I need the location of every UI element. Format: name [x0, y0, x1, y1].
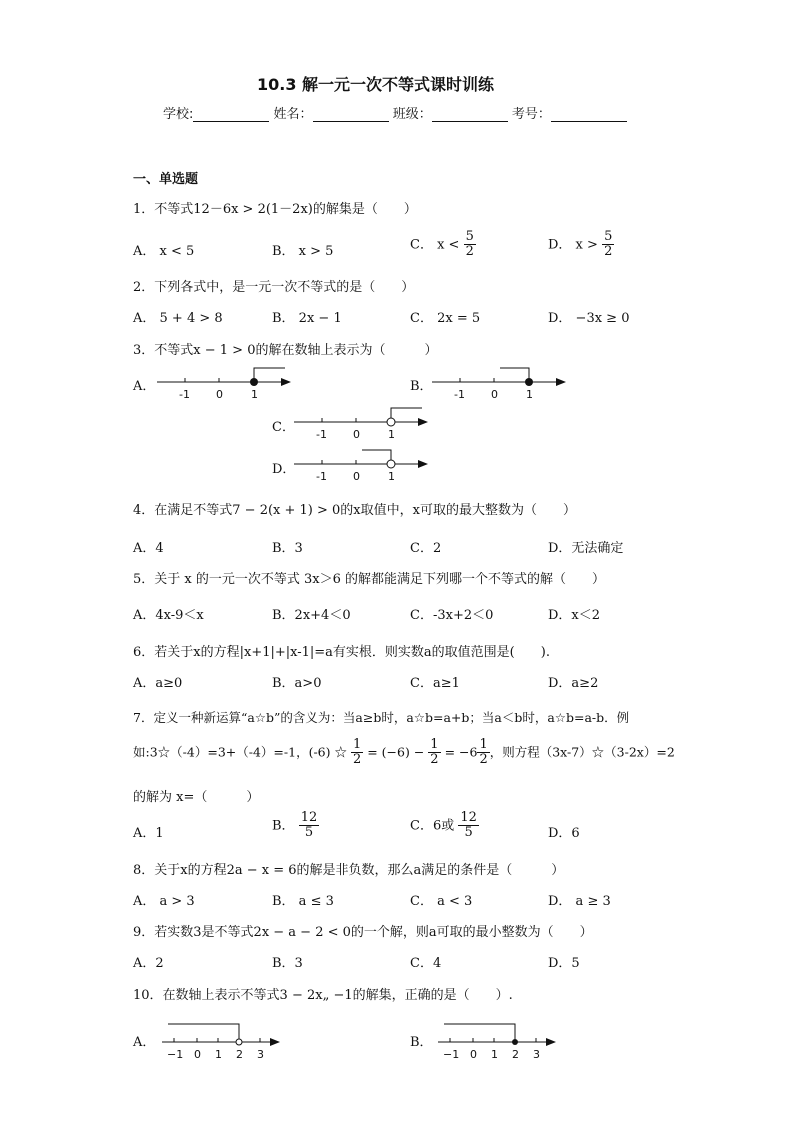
q7-option-b[interactable]: B． $\frac{12}{5}$ [272, 810, 318, 841]
question-2: 2．下列各式中，是一元一次不等式的是（ ） [133, 280, 415, 295]
tick-label: 1 [215, 1048, 222, 1061]
q1-option-a[interactable]: A． x < 5 [133, 244, 195, 259]
q3-option-a[interactable]: A． [133, 379, 156, 394]
question-4: 4．在满足不等式7 − 2(x + 1) > 0的x取值中，x可取的最大整数为（ ） [133, 503, 576, 518]
tick-label: 1 [388, 428, 395, 441]
q7-option-a[interactable]: A．1 [133, 826, 164, 841]
tick-label: 0 [353, 470, 360, 483]
page-title: 10.3 解一元一次不等式课时训练 [257, 75, 495, 94]
q1-option-b[interactable]: B． x > 5 [272, 244, 334, 259]
q1-option-c[interactable] [410, 230, 476, 260]
q3-option-c[interactable]: C． [272, 420, 295, 435]
question-8: 8．关于x的方程2a − x = 6的解是非负数，那么a满足的条件是（ ） [133, 863, 565, 878]
question-6: 6．若关于x的方程|x+1|+|x-1|=a有实根．则实数a的取值范围是( ). [133, 645, 550, 660]
q4-option-b[interactable]: B．3 [272, 541, 303, 556]
q9-option-b[interactable]: B．3 [272, 956, 303, 971]
q9-option-c[interactable]: C．4 [410, 956, 442, 971]
tick-label: 0 [470, 1048, 477, 1061]
q3-number-line-c [292, 404, 432, 444]
q6-option-c[interactable]: C．a≥1 [410, 676, 460, 691]
q10-number-line-b [436, 1018, 566, 1062]
q8-option-a[interactable]: A． a > 3 [133, 894, 195, 909]
name-label: 姓名： [273, 107, 313, 122]
q3-number-line-d [292, 446, 432, 486]
q8-option-d[interactable]: D． a ≥ 3 [548, 894, 611, 909]
q7-option-d[interactable]: D．6 [548, 826, 580, 841]
tick-label: 2 [236, 1048, 243, 1061]
tick-label: -1 [316, 428, 327, 441]
name-field[interactable] [313, 109, 389, 122]
fraction: $\frac{5}{2}$ [465, 229, 474, 260]
q7-option-c[interactable]: C．6或 $\frac{12}{5}$ [410, 810, 477, 841]
q6-option-d[interactable]: D．a≥2 [548, 676, 599, 691]
q8-option-b[interactable]: B． a ≤ 3 [272, 894, 334, 909]
question-1: 1．不等式12－6x > 2(1－2x)的解集是（ ） [133, 202, 417, 217]
fraction: $\frac{12}{5}$ [460, 810, 477, 841]
q2-option-d[interactable]: D． −3x ≥ 0 [548, 311, 630, 326]
q5-option-a[interactable]: A．4x-9＜x [133, 608, 204, 623]
q3-number-line-a [155, 364, 295, 404]
q9-option-d[interactable]: D．5 [548, 956, 580, 971]
q3-option-d[interactable]: D． [272, 462, 296, 477]
question-10: 10．在数轴上表示不等式3 − 2x„ −1的解集，正确的是（ ）. [133, 988, 513, 1003]
tick-label: 3 [533, 1048, 540, 1061]
q10-option-a[interactable]: A． [133, 1035, 156, 1050]
tick-label: 1 [491, 1048, 498, 1061]
question-9: 9．若实数3是不等式2x − a − 2 < 0的一个解，则a可取的最小整数为（ ） [133, 925, 593, 940]
tick-label: 3 [257, 1048, 264, 1061]
fraction: $\frac{1}{2}$ [352, 737, 362, 768]
id-label: 考号： [511, 107, 551, 122]
tick-label: 1 [388, 470, 395, 483]
q5-option-d[interactable]: D．x＜2 [548, 608, 601, 623]
q1-option-c-text: C． x < [410, 237, 460, 253]
question-3: 3．不等式x − 1 > 0的解在数轴上表示为（ ） [133, 343, 438, 358]
tick-label: 1 [526, 388, 533, 401]
tick-label: −1 [443, 1048, 460, 1061]
tick-label: 0 [216, 388, 223, 401]
q10-option-b[interactable]: B． [410, 1035, 433, 1050]
q2-option-a[interactable]: A． 5 + 4 > 8 [133, 311, 223, 326]
fraction: $\frac{1}{2}$ [430, 737, 439, 768]
q4-option-d[interactable]: D．无法确定 [548, 541, 624, 556]
question-7-line-2: 如:3☆（-4）=3+（-4）=-1，(-6) ☆ $\frac{1}{2}$ = (−6) − $\frac{1}{2}$ = −6 $\frac{1}{2}$ ，则方程（3x-7）☆（3-2x）=2 [133, 737, 675, 768]
school-label: 学校: [163, 107, 194, 122]
q5-option-c[interactable]: C．-3x+2＜0 [410, 608, 494, 623]
q1-option-d-text: D． x > [548, 237, 598, 253]
fraction: $\frac{5}{2}$ [604, 229, 613, 260]
q2-option-c[interactable]: C． 2x = 5 [410, 311, 481, 326]
q1-option-d[interactable] [548, 230, 614, 260]
section-heading: 一、单选题 [133, 172, 199, 187]
tick-label: 1 [251, 388, 258, 401]
q10-number-line-a [160, 1018, 290, 1062]
question-7-line-1: 7．定义一种新运算“a☆b”的含义为：当a≥b时，a☆b=a+b；当a＜b时，a☆b=a-b．例 [133, 710, 630, 725]
q3-option-b[interactable]: B． [410, 379, 433, 394]
tick-label: −1 [167, 1048, 184, 1061]
tick-label: 0 [491, 388, 498, 401]
tick-label: 0 [194, 1048, 201, 1061]
tick-label: -1 [179, 388, 190, 401]
class-field[interactable] [432, 109, 508, 122]
school-field[interactable] [193, 109, 269, 122]
id-field[interactable] [551, 109, 627, 122]
q2-option-b[interactable]: B． 2x − 1 [272, 311, 342, 326]
q3-number-line-b [430, 364, 570, 404]
class-label: 班级： [392, 107, 432, 122]
tick-label: 0 [353, 428, 360, 441]
q6-option-a[interactable]: A．a≥0 [133, 676, 183, 691]
q6-option-b[interactable]: B．a>0 [272, 676, 322, 691]
q4-option-a[interactable]: A．4 [133, 541, 164, 556]
student-info-row [163, 103, 627, 122]
q5-option-b[interactable]: B．2x+4＜0 [272, 608, 351, 623]
tick-label: 2 [512, 1048, 519, 1061]
tick-label: -1 [454, 388, 465, 401]
q8-option-c[interactable]: C． a < 3 [410, 894, 473, 909]
question-5: 5．关于 x 的一元一次不等式 3x＞6 的解都能满足下列哪一个不等式的解（ ） [133, 572, 606, 587]
q4-option-c[interactable]: C．2 [410, 541, 442, 556]
fraction: $\frac{12}{5}$ [300, 810, 318, 841]
question-7-line-3: 的解为 x=（ ） [133, 790, 260, 805]
q9-option-a[interactable]: A．2 [133, 956, 164, 971]
fraction: $\frac{1}{2}$ [479, 737, 488, 768]
tick-label: -1 [316, 470, 327, 483]
